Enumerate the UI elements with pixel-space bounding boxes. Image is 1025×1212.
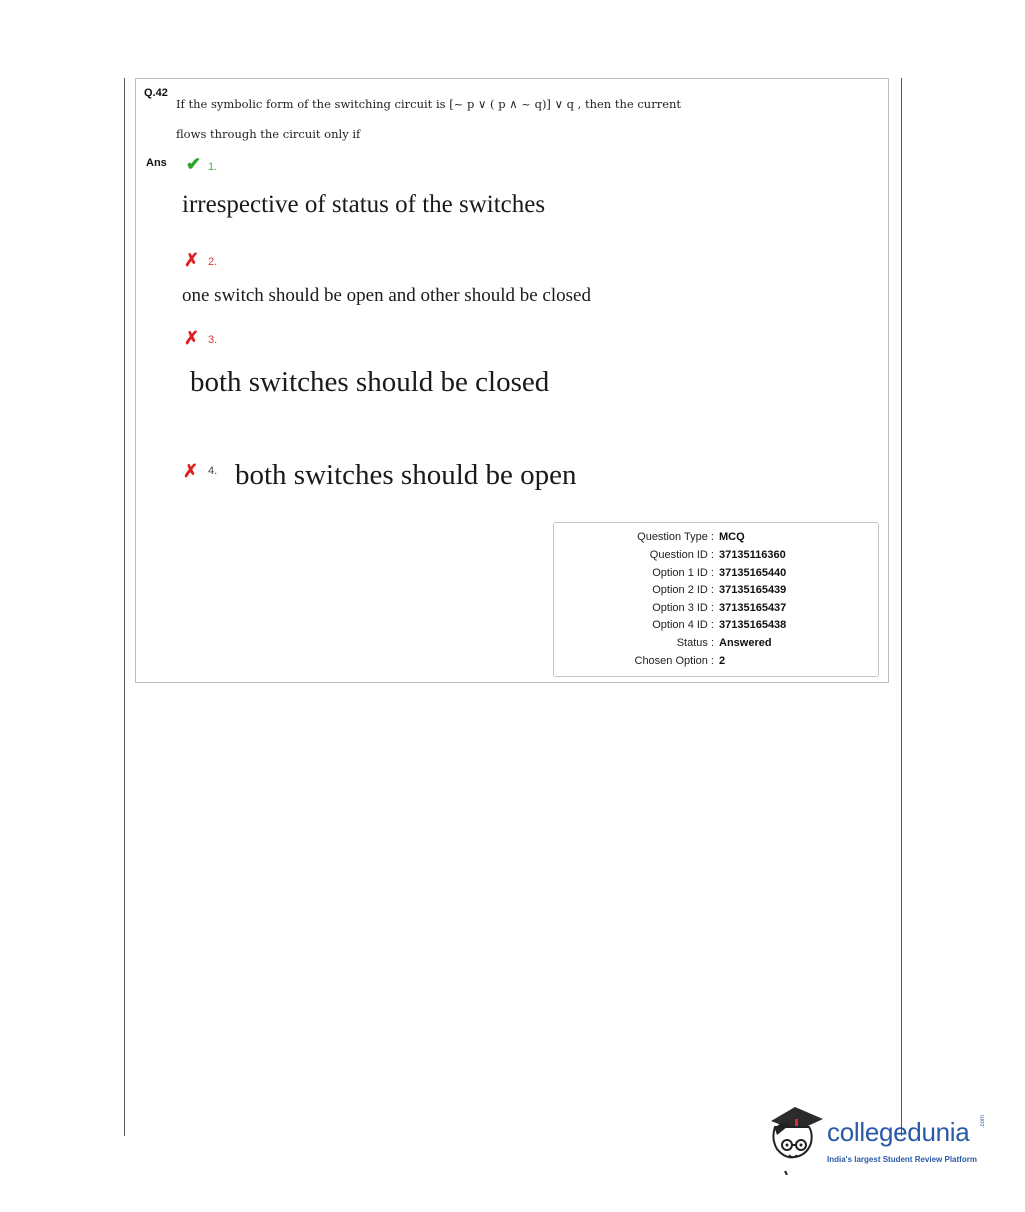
option-3-number: 3. — [208, 334, 218, 346]
option-1-id-label: Option 1 ID : — [652, 567, 714, 579]
option-4-number: 4. — [208, 465, 218, 477]
option-4-text: both switches should be open — [235, 459, 577, 491]
option-3-id-value: 37135165437 — [719, 602, 787, 614]
brand-name: collegedunia — [827, 1117, 970, 1147]
question-text-line2: flows through the circuit only if — [176, 127, 361, 141]
chosen-option-value: 2 — [719, 655, 726, 667]
question-number: Q.42 — [144, 87, 168, 99]
question-id-label: Question ID : — [649, 549, 714, 561]
question-text-line1: If the symbolic form of the switching circuit is [~ p ∨ ( p ∧ ~ q)] ∨ q , then the current — [176, 97, 682, 111]
question-type-value: MCQ — [719, 531, 745, 543]
option-3-text: both switches should be closed — [190, 366, 550, 398]
question-card — [135, 78, 889, 683]
question-type-label: Question Type : — [637, 531, 714, 543]
question-id-value: 37135116360 — [719, 549, 786, 561]
option-2-id-label: Option 2 ID : — [652, 584, 714, 596]
brand-tagline: India's largest Student Review Platform — [827, 1155, 977, 1164]
wrong-cross-icon: ✗ — [184, 250, 200, 270]
chosen-option-label: Chosen Option : — [634, 655, 714, 667]
status-label: Status : — [676, 637, 714, 649]
brand-domain: .com — [980, 1114, 986, 1128]
correct-check-icon: ✔ — [186, 154, 202, 174]
left-margin-line — [124, 78, 125, 1136]
option-3-id-label: Option 3 ID : — [652, 602, 714, 614]
option-2-id-value: 37135165439 — [719, 584, 787, 596]
option-4-id-value: 37135165438 — [719, 619, 787, 631]
option-1-text: irrespective of status of the switches — [182, 191, 546, 218]
option-2-text: one switch should be open and other should be closed — [182, 285, 591, 306]
option-1-id-value: 37135165440 — [719, 567, 787, 579]
right-margin-line — [901, 78, 902, 1136]
collegedunia-logo — [765, 1105, 995, 1175]
question-info-box — [553, 522, 879, 677]
option-2-number: 2. — [208, 256, 218, 268]
option-4-id-label: Option 4 ID : — [652, 619, 714, 631]
status-value: Answered — [719, 637, 772, 649]
wrong-cross-icon: ✗ — [183, 461, 199, 481]
wrong-cross-icon: ✗ — [184, 328, 200, 348]
mascot-icon — [765, 1105, 825, 1175]
answer-label: Ans — [146, 157, 167, 169]
option-1-number: 1. — [208, 161, 218, 173]
